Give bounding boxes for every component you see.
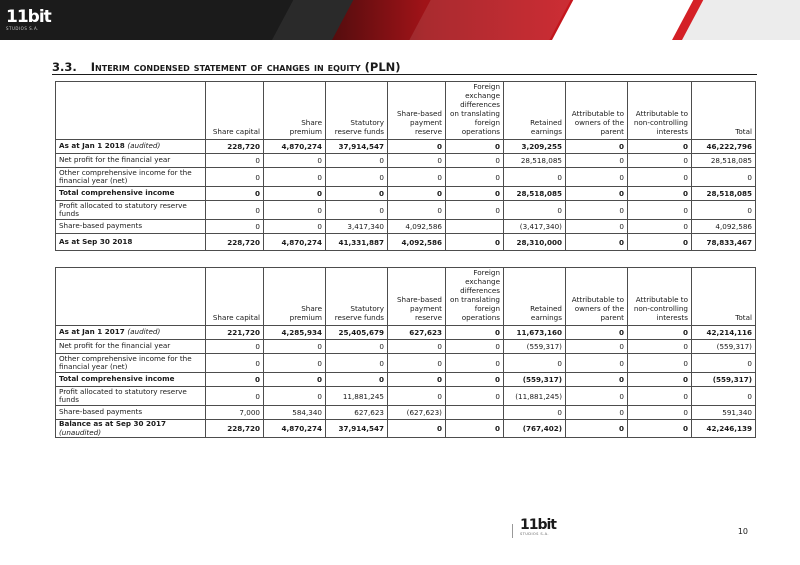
value-cell: 42,214,116 xyxy=(692,326,756,340)
value-cell: 0 xyxy=(628,420,692,438)
value-cell: 0 xyxy=(446,354,504,373)
value-cell: 0 xyxy=(566,387,628,406)
value-cell: 0 xyxy=(446,420,504,438)
column-header: Share premium xyxy=(264,268,326,326)
value-cell: 0 xyxy=(566,154,628,168)
value-cell: 4,092,586 xyxy=(388,220,446,234)
row-label-text: Other comprehensive income for the financial year (net) xyxy=(59,167,192,185)
value-cell: 0 xyxy=(206,154,264,168)
value-cell: 0 xyxy=(388,420,446,438)
value-cell: 0 xyxy=(628,326,692,340)
value-cell: 0 xyxy=(628,168,692,187)
value-cell: 228,720 xyxy=(206,420,264,438)
value-cell: 0 xyxy=(264,220,326,234)
value-cell: 0 xyxy=(388,154,446,168)
value-cell: 0 xyxy=(566,201,628,220)
value-cell: 0 xyxy=(692,201,756,220)
value-cell: 0 xyxy=(628,354,692,373)
value-cell: 0 xyxy=(692,168,756,187)
row-label-text: Profit allocated to statutory reserve funds xyxy=(59,386,187,404)
value-cell: 28,518,085 xyxy=(504,154,566,168)
value-cell: 0 xyxy=(206,373,264,387)
value-cell: 0 xyxy=(504,354,566,373)
row-label-text: Total comprehensive income xyxy=(59,374,175,384)
section-unit: (PLN) xyxy=(364,60,401,74)
row-label xyxy=(56,354,206,373)
table-row xyxy=(56,387,756,406)
section-number: 3.3. xyxy=(52,60,77,74)
value-cell: 0 xyxy=(628,140,692,154)
row-label xyxy=(56,168,206,187)
value-cell: (559,317) xyxy=(692,340,756,354)
column-header: Retained earnings xyxy=(504,82,566,140)
value-cell: 0 xyxy=(326,168,388,187)
value-cell: 0 xyxy=(264,154,326,168)
value-cell: 25,405,679 xyxy=(326,326,388,340)
value-cell: (11,881,245) xyxy=(504,387,566,406)
value-cell xyxy=(446,406,504,420)
logo-subtitle: STUDIOS S.A. xyxy=(6,26,39,31)
table-row xyxy=(56,220,756,234)
value-cell: 0 xyxy=(388,187,446,201)
table-row xyxy=(56,154,756,168)
value-cell: 0 xyxy=(566,234,628,251)
column-header: Foreign exchange differences on translating foreign operations xyxy=(446,82,504,140)
value-cell: 4,092,586 xyxy=(692,220,756,234)
value-cell: 0 xyxy=(206,340,264,354)
value-cell: 4,870,274 xyxy=(264,140,326,154)
column-header: Share capital xyxy=(206,82,264,140)
column-header: Retained earnings xyxy=(504,268,566,326)
row-label xyxy=(56,406,206,420)
value-cell: 591,340 xyxy=(692,406,756,420)
value-cell: 228,720 xyxy=(206,140,264,154)
value-cell: 0 xyxy=(566,140,628,154)
page-number: 10 xyxy=(737,527,748,536)
value-cell: 0 xyxy=(566,340,628,354)
value-cell: 0 xyxy=(446,154,504,168)
header-blank-cell xyxy=(56,82,206,140)
value-cell: 0 xyxy=(628,154,692,168)
equity-table-2018 xyxy=(55,81,756,251)
value-cell: 4,870,274 xyxy=(264,420,326,438)
row-label-text: Net profit for the financial year xyxy=(59,341,171,351)
value-cell: 0 xyxy=(326,340,388,354)
column-header: Share premium xyxy=(264,82,326,140)
header-blank-cell xyxy=(56,268,206,326)
value-cell: (627,623) xyxy=(388,406,446,420)
value-cell: 0 xyxy=(566,373,628,387)
logo-text: 11bit xyxy=(6,7,51,27)
top-banner xyxy=(0,0,800,40)
column-header: Attributable to owners of the parent xyxy=(566,268,628,326)
column-header: Attributable to non-controlling interests xyxy=(628,82,692,140)
footer-logo-subtitle: STUDIOS S.A. xyxy=(520,532,549,536)
value-cell: (559,317) xyxy=(504,373,566,387)
value-cell: 0 xyxy=(388,168,446,187)
value-cell: 0 xyxy=(628,201,692,220)
row-label-note: (audited) xyxy=(127,327,161,337)
heading-rule xyxy=(52,74,757,75)
column-header: Share capital xyxy=(206,268,264,326)
row-label xyxy=(56,187,206,201)
value-cell: 0 xyxy=(446,234,504,251)
value-cell: 0 xyxy=(566,326,628,340)
value-cell: 0 xyxy=(264,168,326,187)
value-cell: 0 xyxy=(628,387,692,406)
row-label-text: As at Jan 1 2017 xyxy=(59,327,125,337)
table-row xyxy=(56,187,756,201)
value-cell: 0 xyxy=(566,220,628,234)
row-label-note: (unaudited) xyxy=(59,427,102,437)
table-row xyxy=(56,234,756,251)
value-cell: 0 xyxy=(504,406,566,420)
column-header: Share-based payment reserve xyxy=(388,268,446,326)
value-cell: 584,340 xyxy=(264,406,326,420)
value-cell: 28,518,085 xyxy=(692,187,756,201)
value-cell: 0 xyxy=(206,220,264,234)
value-cell: 0 xyxy=(566,168,628,187)
value-cell: 0 xyxy=(388,340,446,354)
value-cell: (767,402) xyxy=(504,420,566,438)
value-cell: 0 xyxy=(388,354,446,373)
value-cell: 0 xyxy=(628,187,692,201)
value-cell: 0 xyxy=(628,220,692,234)
value-cell: 0 xyxy=(566,187,628,201)
column-header: Total xyxy=(692,268,756,326)
value-cell: 37,914,547 xyxy=(326,140,388,154)
value-cell: 7,000 xyxy=(206,406,264,420)
value-cell: 0 xyxy=(264,201,326,220)
value-cell: 28,310,000 xyxy=(504,234,566,251)
value-cell: 46,222,796 xyxy=(692,140,756,154)
company-logo xyxy=(6,8,52,34)
value-cell: 0 xyxy=(264,187,326,201)
row-label xyxy=(56,220,206,234)
row-label xyxy=(56,387,206,406)
column-header: Share-based payment reserve xyxy=(388,82,446,140)
value-cell: 28,518,085 xyxy=(692,154,756,168)
value-cell: 0 xyxy=(446,340,504,354)
row-label xyxy=(56,154,206,168)
value-cell: 0 xyxy=(326,154,388,168)
value-cell: 0 xyxy=(692,354,756,373)
row-label xyxy=(56,340,206,354)
table-row xyxy=(56,168,756,187)
column-header: Total xyxy=(692,82,756,140)
value-cell: 228,720 xyxy=(206,234,264,251)
footer-logo-text: 11bit xyxy=(520,517,556,533)
value-cell: 0 xyxy=(446,387,504,406)
value-cell: 0 xyxy=(388,387,446,406)
value-cell: 0 xyxy=(206,201,264,220)
value-cell: 41,331,887 xyxy=(326,234,388,251)
value-cell: 627,623 xyxy=(388,326,446,340)
value-cell: 0 xyxy=(446,187,504,201)
value-cell: 0 xyxy=(206,187,264,201)
row-label xyxy=(56,234,206,251)
value-cell: 0 xyxy=(446,140,504,154)
header-row xyxy=(56,268,756,326)
value-cell: 0 xyxy=(388,140,446,154)
table-row xyxy=(56,373,756,387)
value-cell: 4,870,274 xyxy=(264,234,326,251)
value-cell: 0 xyxy=(692,387,756,406)
value-cell: (559,317) xyxy=(504,340,566,354)
header-row xyxy=(56,82,756,140)
value-cell: 627,623 xyxy=(326,406,388,420)
value-cell: 0 xyxy=(388,373,446,387)
table-row xyxy=(56,406,756,420)
value-cell: 221,720 xyxy=(206,326,264,340)
row-label xyxy=(56,140,206,154)
value-cell: 4,092,586 xyxy=(388,234,446,251)
value-cell: 0 xyxy=(264,373,326,387)
value-cell: 0 xyxy=(326,354,388,373)
value-cell: 0 xyxy=(206,168,264,187)
row-label xyxy=(56,420,206,438)
row-label-text: As at Sep 30 2018 xyxy=(59,236,133,246)
value-cell: 42,246,139 xyxy=(692,420,756,438)
row-label xyxy=(56,373,206,387)
value-cell: 0 xyxy=(446,373,504,387)
value-cell: 11,881,245 xyxy=(326,387,388,406)
row-label-text: As at Jan 1 2018 xyxy=(59,141,125,151)
table-row xyxy=(56,354,756,373)
value-cell: 0 xyxy=(326,187,388,201)
value-cell: 0 xyxy=(446,168,504,187)
value-cell: 0 xyxy=(628,373,692,387)
table-row xyxy=(56,201,756,220)
value-cell: 0 xyxy=(264,340,326,354)
value-cell: (559,317) xyxy=(692,373,756,387)
column-header: Attributable to owners of the parent xyxy=(566,82,628,140)
value-cell: 78,833,467 xyxy=(692,234,756,251)
value-cell: (3,417,340) xyxy=(504,220,566,234)
value-cell: 3,417,340 xyxy=(326,220,388,234)
value-cell: 11,673,160 xyxy=(504,326,566,340)
value-cell: 0 xyxy=(566,420,628,438)
value-cell: 0 xyxy=(628,234,692,251)
row-label-text: Share-based payments xyxy=(59,221,143,231)
value-cell: 0 xyxy=(628,406,692,420)
column-header: Foreign exchange differences on translating foreign operations xyxy=(446,268,504,326)
equity-table-2017 xyxy=(55,267,756,438)
value-cell: 0 xyxy=(264,387,326,406)
value-cell: 0 xyxy=(326,373,388,387)
footer-logo xyxy=(520,518,565,544)
table-row xyxy=(56,326,756,340)
row-label-text: Balance as at Sep 30 2017 xyxy=(59,419,167,428)
value-cell: 3,209,255 xyxy=(504,140,566,154)
value-cell: 37,914,547 xyxy=(326,420,388,438)
section-heading xyxy=(52,60,401,74)
table-row xyxy=(56,340,756,354)
value-cell: 0 xyxy=(206,387,264,406)
value-cell: 0 xyxy=(566,406,628,420)
section-title: Interim condensed statement of changes in equity xyxy=(90,60,361,74)
value-cell: 0 xyxy=(446,201,504,220)
value-cell: 0 xyxy=(388,201,446,220)
row-label-text: Profit allocated to statutory reserve funds xyxy=(59,200,187,218)
value-cell: 0 xyxy=(206,354,264,373)
table-row xyxy=(56,420,756,438)
value-cell: 0 xyxy=(628,340,692,354)
value-cell: 4,285,934 xyxy=(264,326,326,340)
value-cell: 0 xyxy=(446,326,504,340)
value-cell: 0 xyxy=(326,201,388,220)
column-header: Statutory reserve funds xyxy=(326,82,388,140)
column-header: Statutory reserve funds xyxy=(326,268,388,326)
row-label-text: Total comprehensive income xyxy=(59,188,175,198)
row-label-note: (audited) xyxy=(127,141,161,151)
value-cell xyxy=(446,220,504,234)
value-cell: 0 xyxy=(504,168,566,187)
value-cell: 28,518,085 xyxy=(504,187,566,201)
table-row xyxy=(56,140,756,154)
row-label-text: Net profit for the financial year xyxy=(59,155,171,165)
row-label-text: Share-based payments xyxy=(59,407,143,417)
value-cell: 0 xyxy=(566,354,628,373)
value-cell: 0 xyxy=(504,201,566,220)
row-label-text: Other comprehensive income for the financial year (net) xyxy=(59,353,192,371)
value-cell: 0 xyxy=(264,354,326,373)
row-label xyxy=(56,201,206,220)
row-label xyxy=(56,326,206,340)
column-header: Attributable to non-controlling interests xyxy=(628,268,692,326)
